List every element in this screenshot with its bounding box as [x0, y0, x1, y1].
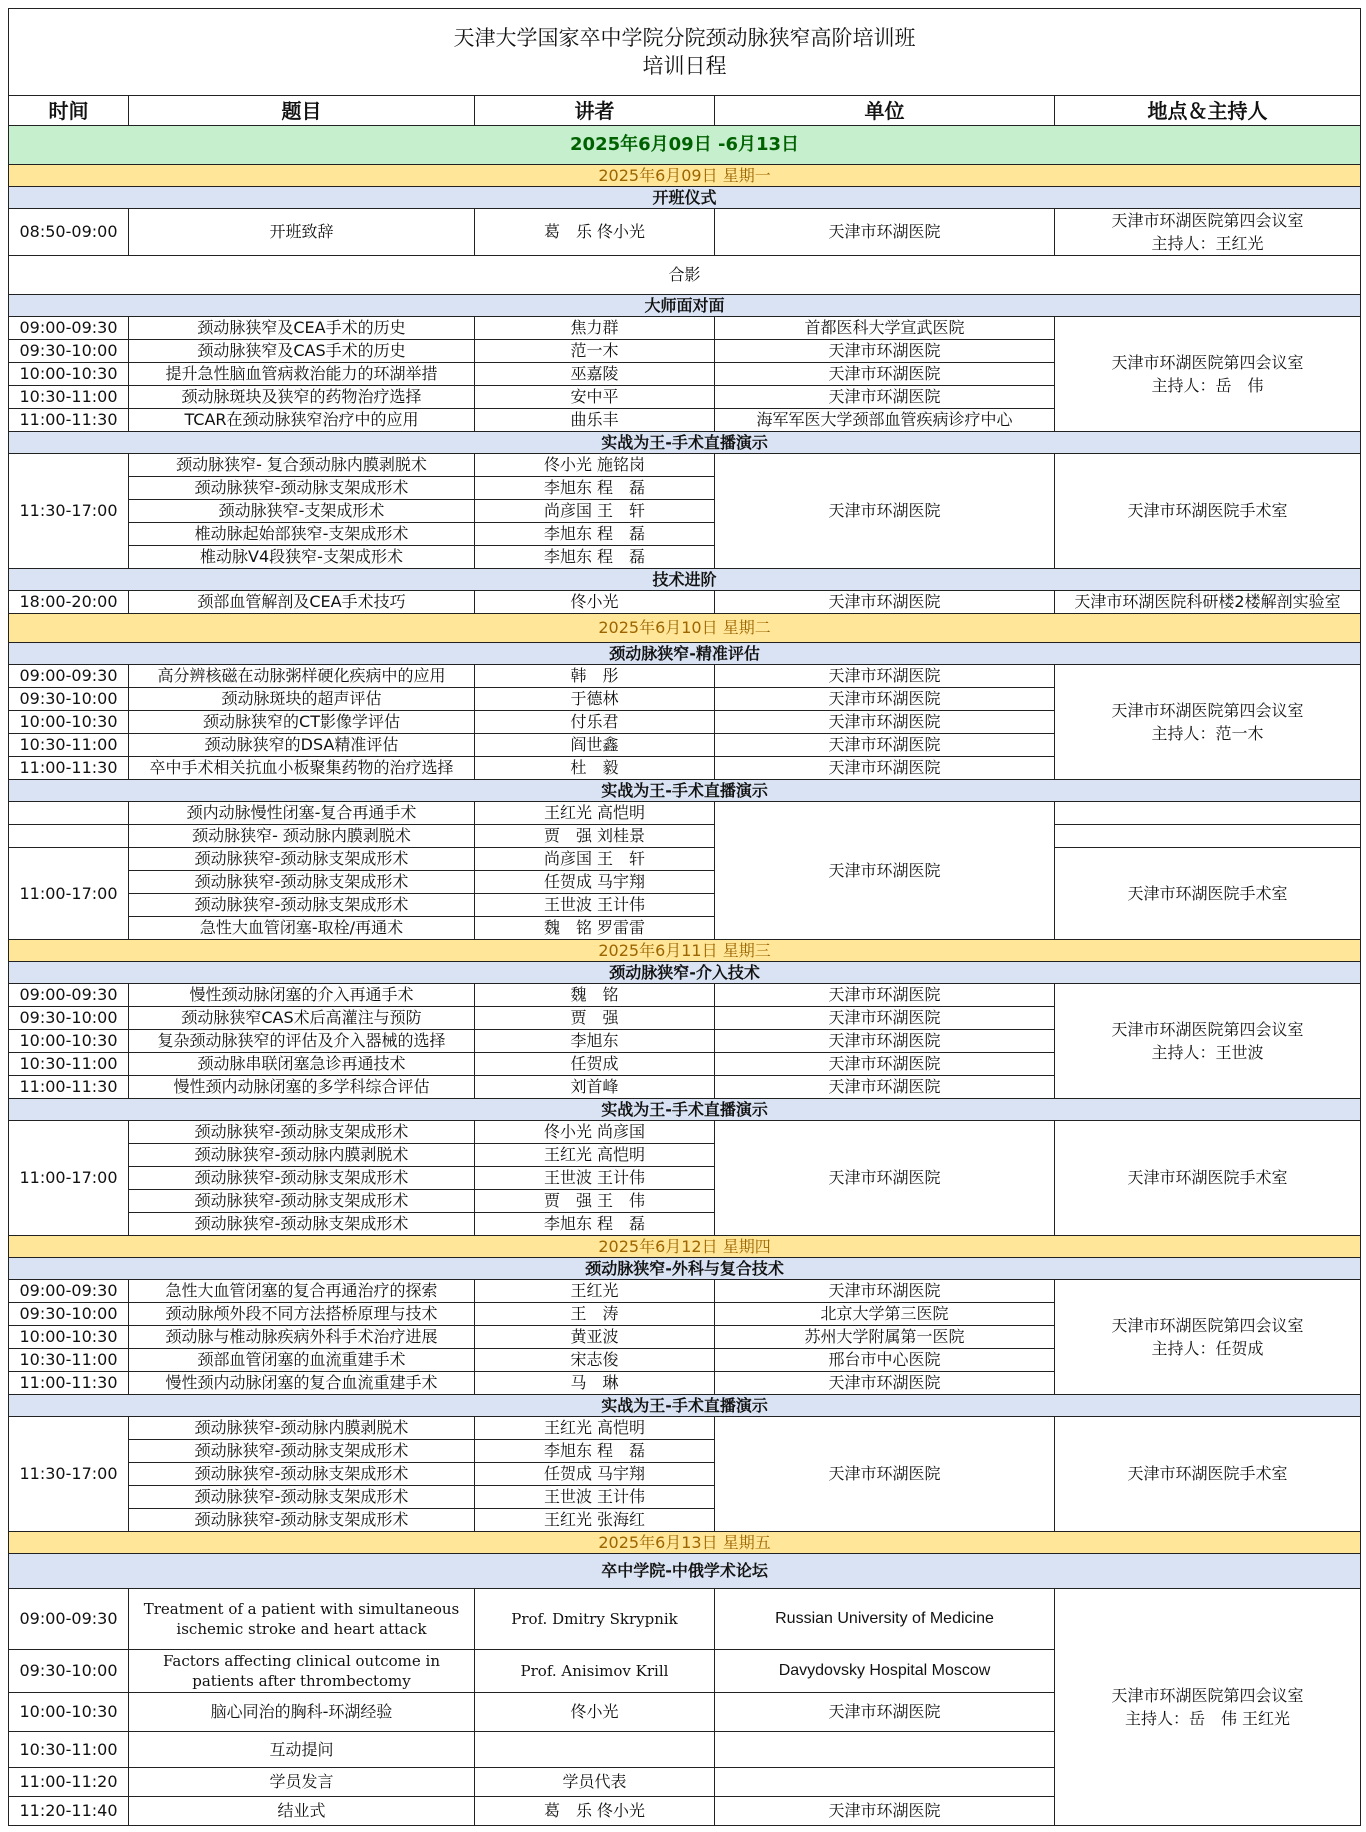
speaker-cell: 贾 强 王 伟 — [475, 1190, 715, 1213]
speaker-cell: 李旭东 程 磊 — [475, 1440, 715, 1463]
time-cell — [9, 802, 129, 825]
topic-cell: 颈动脉狭窄-颈动脉支架成形术 — [129, 894, 475, 917]
unit-cell: 天津市环湖医院 — [715, 454, 1055, 569]
topic-cell: 脑心同治的胸科-环湖经验 — [129, 1693, 475, 1732]
table-row — [9, 802, 1361, 825]
speaker-cell: 王红光 — [475, 1280, 715, 1303]
venue-cell — [1055, 209, 1361, 256]
time-cell: 09:30-10:00 — [9, 1650, 129, 1693]
schedule-sheet — [8, 8, 1361, 1826]
section-label: 颈动脉狭窄-精准评估 — [9, 643, 1361, 665]
topic-cell: 颈动脉串联闭塞急诊再通技术 — [129, 1053, 475, 1076]
unit-cell: 天津市环湖医院 — [715, 1053, 1055, 1076]
topic-cell: 颈动脉狭窄-颈动脉支架成形术 — [129, 871, 475, 894]
time-cell: 18:00-20:00 — [9, 591, 129, 614]
unit-cell: 天津市环湖医院 — [715, 1797, 1055, 1826]
topic-cell: 开班致辞 — [129, 209, 475, 256]
section-label: 实战为王-手术直播演示 — [9, 1099, 1361, 1121]
topic-cell: 椎动脉V4段狭窄-支架成形术 — [129, 546, 475, 569]
table-row — [9, 1121, 1361, 1144]
topic-cell: 颈动脉狭窄-颈动脉支架成形术 — [129, 1463, 475, 1486]
photo-cell: 合影 — [9, 256, 1361, 295]
speaker-cell: 刘首峰 — [475, 1076, 715, 1099]
table-row — [9, 1280, 1361, 1303]
unit-cell: 天津市环湖医院 — [715, 1693, 1055, 1732]
speaker-cell: 魏 铭 罗雷雷 — [475, 917, 715, 940]
speaker-cell: 任贺成 — [475, 1053, 715, 1076]
table-row — [9, 591, 1361, 614]
speaker-cell: 佟小光 — [475, 1693, 715, 1732]
table-row — [9, 1589, 1361, 1650]
speaker-cell: 魏 铭 — [475, 984, 715, 1007]
table-row — [9, 825, 1361, 848]
unit-cell: 天津市环湖医院 — [715, 1417, 1055, 1532]
venue-text: 天津市环湖医院第四会议室 — [1111, 353, 1304, 372]
table-row — [9, 984, 1361, 1007]
section-label: 实战为王-手术直播演示 — [9, 780, 1361, 802]
section-label: 颈动脉狭窄-外科与复合技术 — [9, 1258, 1361, 1280]
speaker-cell: 佟小光 施铭岗 — [475, 454, 715, 477]
time-cell: 09:30-10:00 — [9, 1303, 129, 1326]
table-row — [9, 317, 1361, 340]
speaker-cell: 任贺成 马宇翔 — [475, 1463, 715, 1486]
section-row — [9, 1258, 1361, 1280]
topic-cell: 颈动脉狭窄的CT影像学评估 — [129, 711, 475, 734]
speaker-cell: Prof. Dmitry Skrypnik — [475, 1589, 715, 1650]
speaker-cell: 巫嘉陵 — [475, 363, 715, 386]
schedule-table — [8, 8, 1361, 1826]
speaker-cell: 马 琳 — [475, 1372, 715, 1395]
topic-cell: 颈动脉狭窄-颈动脉支架成形术 — [129, 848, 475, 871]
period-row — [9, 126, 1361, 165]
section-label: 颈动脉狭窄-介入技术 — [9, 962, 1361, 984]
time-cell: 10:30-11:00 — [9, 386, 129, 409]
topic-cell: 颈部血管解剖及CEA手术技巧 — [129, 591, 475, 614]
topic-cell: 颈动脉狭窄- 颈动脉内膜剥脱术 — [129, 825, 475, 848]
section-label: 实战为王-手术直播演示 — [9, 432, 1361, 454]
topic-cell: 颈动脉狭窄- 复合颈动脉内膜剥脱术 — [129, 454, 475, 477]
host-text: 主持人：王红光 — [1151, 234, 1264, 253]
speaker-cell: 贾 强 刘桂景 — [475, 825, 715, 848]
document-title — [9, 9, 1361, 96]
unit-cell — [715, 1768, 1055, 1797]
speaker-cell: 王红光 高恺明 — [475, 802, 715, 825]
time-cell: 11:00-11:30 — [9, 757, 129, 780]
day-label: 2025年6月10日 星期二 — [9, 614, 1361, 643]
unit-cell: 天津市环湖医院 — [715, 711, 1055, 734]
venue-cell — [1055, 1280, 1361, 1395]
unit-cell: 天津市环湖医院 — [715, 802, 1055, 940]
section-row — [9, 962, 1361, 984]
title-row — [9, 9, 1361, 96]
speaker-cell: 葛 乐 佟小光 — [475, 1797, 715, 1826]
unit-cell: 天津市环湖医院 — [715, 1280, 1055, 1303]
topic-cell: 椎动脉起始部狭窄-支架成形术 — [129, 523, 475, 546]
topic-cell: 颈动脉狭窄-颈动脉支架成形术 — [129, 477, 475, 500]
unit-cell: 北京大学第三医院 — [715, 1303, 1055, 1326]
unit-cell: 首都医科大学宣武医院 — [715, 317, 1055, 340]
header-time: 时间 — [9, 96, 129, 126]
speaker-cell: 王世波 王计伟 — [475, 894, 715, 917]
period-label: 2025年6月09日 -6月13日 — [9, 126, 1361, 165]
topic-cell: 颈内动脉慢性闭塞-复合再通手术 — [129, 802, 475, 825]
time-cell — [9, 825, 129, 848]
time-cell: 10:00-10:30 — [9, 363, 129, 386]
venue-cell: 天津市环湖医院手术室 — [1055, 1417, 1361, 1532]
table-row — [9, 454, 1361, 477]
unit-cell: 天津市环湖医院 — [715, 1007, 1055, 1030]
time-cell: 10:00-10:30 — [9, 1030, 129, 1053]
host-text: 主持人：岳 伟 王红光 — [1124, 1709, 1291, 1728]
time-cell: 11:00-11:30 — [9, 409, 129, 432]
topic-cell: 颈动脉狭窄-颈动脉支架成形术 — [129, 1440, 475, 1463]
topic-cell: 颈动脉狭窄-颈动脉支架成形术 — [129, 1190, 475, 1213]
unit-cell: 天津市环湖医院 — [715, 984, 1055, 1007]
topic-cell: 结业式 — [129, 1797, 475, 1826]
section-row — [9, 643, 1361, 665]
speaker-cell: 王世波 王计伟 — [475, 1486, 715, 1509]
venue-text: 天津市环湖医院第四会议室 — [1111, 701, 1304, 720]
speaker-cell: 安中平 — [475, 386, 715, 409]
topic-cell: Factors affecting clinical outcome in patients after thrombectomy — [129, 1650, 475, 1693]
topic-cell: 颈动脉狭窄-颈动脉内膜剥脱术 — [129, 1417, 475, 1440]
topic-cell: 颈动脉颅外段不同方法搭桥原理与技术 — [129, 1303, 475, 1326]
venue-cell: 天津市环湖医院科研楼2楼解剖实验室 — [1055, 591, 1361, 614]
topic-cell: 学员发言 — [129, 1768, 475, 1797]
topic-cell: 慢性颈内动脉闭塞的多学科综合评估 — [129, 1076, 475, 1099]
topic-cell: 急性大血管闭塞-取栓/再通术 — [129, 917, 475, 940]
speaker-cell: 李旭东 程 磊 — [475, 1213, 715, 1236]
table-row — [9, 848, 1361, 871]
speaker-cell: 学员代表 — [475, 1768, 715, 1797]
venue-text: 天津市环湖医院第四会议室 — [1111, 1316, 1304, 1335]
unit-cell: 天津市环湖医院 — [715, 1076, 1055, 1099]
day-row — [9, 940, 1361, 962]
time-cell: 11:00-11:30 — [9, 1076, 129, 1099]
speaker-cell — [475, 1732, 715, 1768]
unit-cell: 天津市环湖医院 — [715, 688, 1055, 711]
speaker-cell: 尚彦国 王 轩 — [475, 500, 715, 523]
header-speaker: 讲者 — [475, 96, 715, 126]
topic-cell: 慢性颈内动脉闭塞的复合血流重建手术 — [129, 1372, 475, 1395]
unit-cell: 天津市环湖医院 — [715, 591, 1055, 614]
topic-cell: 颈动脉狭窄CAS术后高灌注与预防 — [129, 1007, 475, 1030]
speaker-cell: 韩 彤 — [475, 665, 715, 688]
speaker-cell: 李旭东 程 磊 — [475, 523, 715, 546]
unit-cell: 海军军医大学颈部血管疾病诊疗中心 — [715, 409, 1055, 432]
section-label: 实战为王-手术直播演示 — [9, 1395, 1361, 1417]
topic-cell: 高分辨核磁在动脉粥样硬化疾病中的应用 — [129, 665, 475, 688]
venue-cell: 天津市环湖医院手术室 — [1055, 848, 1361, 940]
section-label: 开班仪式 — [9, 187, 1361, 209]
speaker-cell: 贾 强 — [475, 1007, 715, 1030]
host-text: 主持人：岳 伟 — [1151, 376, 1264, 395]
topic-cell: 颈动脉狭窄的DSA精准评估 — [129, 734, 475, 757]
section-row — [9, 432, 1361, 454]
speaker-cell: 于德林 — [475, 688, 715, 711]
day-label: 2025年6月11日 星期三 — [9, 940, 1361, 962]
speaker-cell: 王红光 高恺明 — [475, 1144, 715, 1167]
speaker-cell: 曲乐丰 — [475, 409, 715, 432]
topic-cell: 互动提问 — [129, 1732, 475, 1768]
table-row — [9, 256, 1361, 295]
speaker-cell: 宋志俊 — [475, 1349, 715, 1372]
unit-cell: Davydovsky Hospital Moscow — [715, 1650, 1055, 1693]
speaker-cell: 付乐君 — [475, 711, 715, 734]
time-cell: 08:50-09:00 — [9, 209, 129, 256]
topic-cell: 提升急性脑血管病救治能力的环湖举措 — [129, 363, 475, 386]
unit-cell: 苏州大学附属第一医院 — [715, 1326, 1055, 1349]
unit-cell: Russian University of Medicine — [715, 1589, 1055, 1650]
venue-text: 天津市环湖医院第四会议室 — [1111, 211, 1304, 230]
unit-cell: 天津市环湖医院 — [715, 665, 1055, 688]
unit-cell: 天津市环湖医院 — [715, 1372, 1055, 1395]
speaker-cell: 焦力群 — [475, 317, 715, 340]
unit-cell: 邢台市中心医院 — [715, 1349, 1055, 1372]
section-row — [9, 295, 1361, 317]
venue-cell — [1055, 1589, 1361, 1826]
time-cell: 09:00-09:30 — [9, 1280, 129, 1303]
section-label: 技术进阶 — [9, 569, 1361, 591]
host-text: 主持人：范一木 — [1151, 724, 1264, 743]
topic-cell: 颈动脉狭窄-颈动脉支架成形术 — [129, 1509, 475, 1532]
day-label: 2025年6月09日 星期一 — [9, 165, 1361, 187]
speaker-cell: 佟小光 尚彦国 — [475, 1121, 715, 1144]
table-row — [9, 209, 1361, 256]
topic-cell: 颈动脉狭窄-颈动脉内膜剥脱术 — [129, 1144, 475, 1167]
time-cell: 09:30-10:00 — [9, 340, 129, 363]
day-row — [9, 165, 1361, 187]
time-cell: 10:30-11:00 — [9, 1349, 129, 1372]
topic-cell: 颈动脉狭窄-支架成形术 — [129, 500, 475, 523]
venue-cell — [1055, 802, 1361, 825]
speaker-cell: 葛 乐 佟小光 — [475, 209, 715, 256]
topic-cell: 颈动脉斑块及狭窄的药物治疗选择 — [129, 386, 475, 409]
speaker-cell: 王红光 张海红 — [475, 1509, 715, 1532]
topic-cell: 颈动脉狭窄-颈动脉支架成形术 — [129, 1486, 475, 1509]
unit-cell: 天津市环湖医院 — [715, 363, 1055, 386]
speaker-cell: 任贺成 马宇翔 — [475, 871, 715, 894]
time-cell: 10:00-10:30 — [9, 1693, 129, 1732]
day-label: 2025年6月12日 星期四 — [9, 1236, 1361, 1258]
host-text: 主持人：王世波 — [1151, 1043, 1264, 1062]
time-cell: 11:00-11:30 — [9, 1372, 129, 1395]
speaker-cell: 黄亚波 — [475, 1326, 715, 1349]
time-cell: 10:00-10:30 — [9, 711, 129, 734]
header-venue-host: 地点＆主持人 — [1055, 96, 1361, 126]
section-label: 卒中学院-中俄学术论坛 — [9, 1554, 1361, 1589]
time-cell: 10:00-10:30 — [9, 1326, 129, 1349]
speaker-cell: 杜 毅 — [475, 757, 715, 780]
day-row — [9, 1236, 1361, 1258]
topic-cell: 复杂颈动脉狭窄的评估及介入器械的选择 — [129, 1030, 475, 1053]
header-row — [9, 96, 1361, 126]
section-label: 大师面对面 — [9, 295, 1361, 317]
unit-cell: 天津市环湖医院 — [715, 734, 1055, 757]
section-row — [9, 780, 1361, 802]
venue-cell: 天津市环湖医院手术室 — [1055, 454, 1361, 569]
speaker-cell: 佟小光 — [475, 591, 715, 614]
time-cell: 11:00-17:00 — [9, 1121, 129, 1236]
speaker-cell: 尚彦国 王 轩 — [475, 848, 715, 871]
topic-cell: 卒中手术相关抗血小板聚集药物的治疗选择 — [129, 757, 475, 780]
time-cell: 09:00-09:30 — [9, 984, 129, 1007]
topic-cell: 急性大血管闭塞的复合再通治疗的探索 — [129, 1280, 475, 1303]
section-row — [9, 1554, 1361, 1589]
topic-cell: 颈部血管闭塞的血流重建手术 — [129, 1349, 475, 1372]
topic-cell: 颈动脉与椎动脉疾病外科手术治疗进展 — [129, 1326, 475, 1349]
venue-text: 天津市环湖医院第四会议室 — [1111, 1686, 1304, 1705]
day-row — [9, 614, 1361, 643]
topic-cell: 颈动脉狭窄及CEA手术的历史 — [129, 317, 475, 340]
time-cell: 09:30-10:00 — [9, 1007, 129, 1030]
header-unit: 单位 — [715, 96, 1055, 126]
table-row — [9, 1417, 1361, 1440]
time-cell: 11:30-17:00 — [9, 1417, 129, 1532]
section-row — [9, 1099, 1361, 1121]
topic-cell: Treatment of a patient with simultaneous ischemic stroke and heart attack — [129, 1589, 475, 1650]
section-row — [9, 569, 1361, 591]
speaker-cell: 王 涛 — [475, 1303, 715, 1326]
time-cell: 09:00-09:30 — [9, 317, 129, 340]
topic-cell: 颈动脉狭窄及CAS手术的历史 — [129, 340, 475, 363]
time-cell: 10:30-11:00 — [9, 734, 129, 757]
speaker-cell: 范一木 — [475, 340, 715, 363]
title-line-1: 天津大学国家卒中学院分院颈动脉狭窄高阶培训班 — [453, 26, 916, 50]
time-cell: 11:30-17:00 — [9, 454, 129, 569]
time-cell: 09:00-09:30 — [9, 665, 129, 688]
venue-cell: 天津市环湖医院手术室 — [1055, 1121, 1361, 1236]
unit-cell: 天津市环湖医院 — [715, 1121, 1055, 1236]
topic-cell: 颈动脉狭窄-颈动脉支架成形术 — [129, 1213, 475, 1236]
unit-cell — [715, 1732, 1055, 1768]
speaker-cell: 王世波 王计伟 — [475, 1167, 715, 1190]
unit-cell: 天津市环湖医院 — [715, 209, 1055, 256]
section-row — [9, 1395, 1361, 1417]
header-topic: 题目 — [129, 96, 475, 126]
venue-cell — [1055, 984, 1361, 1099]
speaker-cell: 王红光 高恺明 — [475, 1417, 715, 1440]
time-cell: 11:20-11:40 — [9, 1797, 129, 1826]
unit-cell: 天津市环湖医院 — [715, 1030, 1055, 1053]
day-label: 2025年6月13日 星期五 — [9, 1532, 1361, 1554]
day-row — [9, 1532, 1361, 1554]
speaker-cell: 李旭东 程 磊 — [475, 477, 715, 500]
topic-cell: 颈动脉斑块的超声评估 — [129, 688, 475, 711]
topic-cell: 慢性颈动脉闭塞的介入再通手术 — [129, 984, 475, 1007]
venue-cell — [1055, 825, 1361, 848]
time-cell: 09:00-09:30 — [9, 1589, 129, 1650]
time-cell: 09:30-10:00 — [9, 688, 129, 711]
title-line-2: 培训日程 — [642, 54, 727, 78]
venue-text: 天津市环湖医院第四会议室 — [1111, 1020, 1304, 1039]
time-cell: 10:30-11:00 — [9, 1732, 129, 1768]
topic-cell: 颈动脉狭窄-颈动脉支架成形术 — [129, 1167, 475, 1190]
speaker-cell: Prof. Anisimov Krill — [475, 1650, 715, 1693]
section-row — [9, 187, 1361, 209]
speaker-cell: 李旭东 程 磊 — [475, 546, 715, 569]
speaker-cell: 李旭东 — [475, 1030, 715, 1053]
unit-cell: 天津市环湖医院 — [715, 386, 1055, 409]
table-row — [9, 665, 1361, 688]
time-cell: 11:00-11:20 — [9, 1768, 129, 1797]
venue-cell — [1055, 665, 1361, 780]
venue-cell — [1055, 317, 1361, 432]
topic-cell: 颈动脉狭窄-颈动脉支架成形术 — [129, 1121, 475, 1144]
topic-cell: TCAR在颈动脉狭窄治疗中的应用 — [129, 409, 475, 432]
unit-cell: 天津市环湖医院 — [715, 757, 1055, 780]
speaker-cell: 阎世鑫 — [475, 734, 715, 757]
unit-cell: 天津市环湖医院 — [715, 340, 1055, 363]
time-cell: 11:00-17:00 — [9, 848, 129, 940]
time-cell: 10:30-11:00 — [9, 1053, 129, 1076]
host-text: 主持人：任贺成 — [1151, 1339, 1264, 1358]
